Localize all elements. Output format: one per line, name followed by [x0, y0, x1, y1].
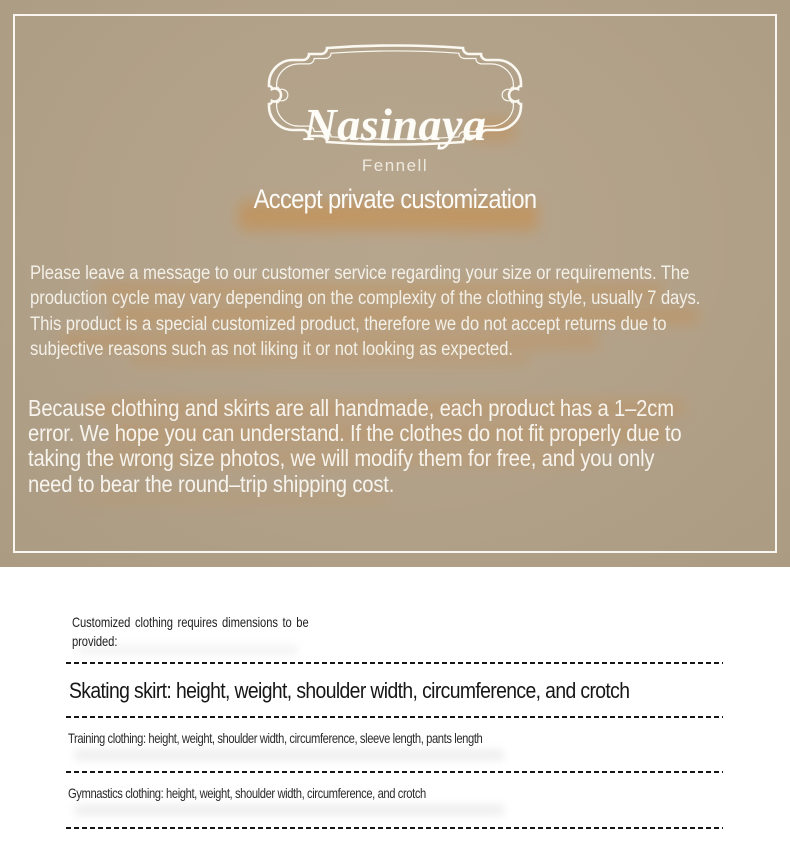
- size-note-line: provided:: [72, 633, 118, 649]
- blur-artifact: [74, 749, 504, 761]
- size-note: [72, 613, 340, 651]
- handmade-line: error. We hope you can understand. If the clothes do not fit properly due to: [28, 420, 682, 447]
- brand-subname: Fennell: [361, 156, 429, 175]
- policy-line: production cycle may vary depending on the complexity of the clothing style, usually 7 days.: [30, 288, 701, 310]
- dashed-divider: [66, 827, 723, 829]
- blur-artifact: [74, 804, 504, 816]
- gymnastics-clothing-requirements: Gymnastics clothing: height, weight, shoulder width, circumference, and crotch: [68, 785, 426, 801]
- handmade-line: taking the wrong size photos, we will modify them for free, and you only: [28, 445, 655, 472]
- size-requirements-section: [0, 567, 790, 848]
- handmade-line: need to bear the round–trip shipping cost.: [28, 470, 395, 497]
- dashed-divider: [66, 716, 723, 718]
- handmade-line: Because clothing and skirts are all handmade, each product has a 1–2cm: [28, 395, 674, 421]
- brand-name: Nasinaya: [303, 99, 487, 150]
- policy-paragraph: [30, 261, 787, 363]
- policy-line: subjective reasons such as not liking it or not looking as expected.: [30, 339, 513, 361]
- policy-line: This product is a special customized product, therefore we do not accept returns due to: [30, 313, 667, 335]
- brand-logo: [263, 42, 527, 175]
- customization-heading: Accept private customization: [253, 184, 537, 214]
- skating-skirt-requirements: Skating skirt: height, weight, shoulder width, circumference, and crotch: [69, 678, 630, 703]
- policy-line: Please leave a message to our customer service regarding your size or requirements. The: [30, 263, 690, 284]
- size-note-line: Customized clothing requires dimensions to be: [72, 614, 309, 630]
- training-clothing-requirements: Training clothing: height, weight, shoulder width, circumference, sleeve length, pants length: [68, 730, 483, 746]
- dashed-divider: [66, 662, 723, 664]
- dashed-divider: [66, 771, 723, 773]
- handmade-paragraph: [28, 396, 785, 497]
